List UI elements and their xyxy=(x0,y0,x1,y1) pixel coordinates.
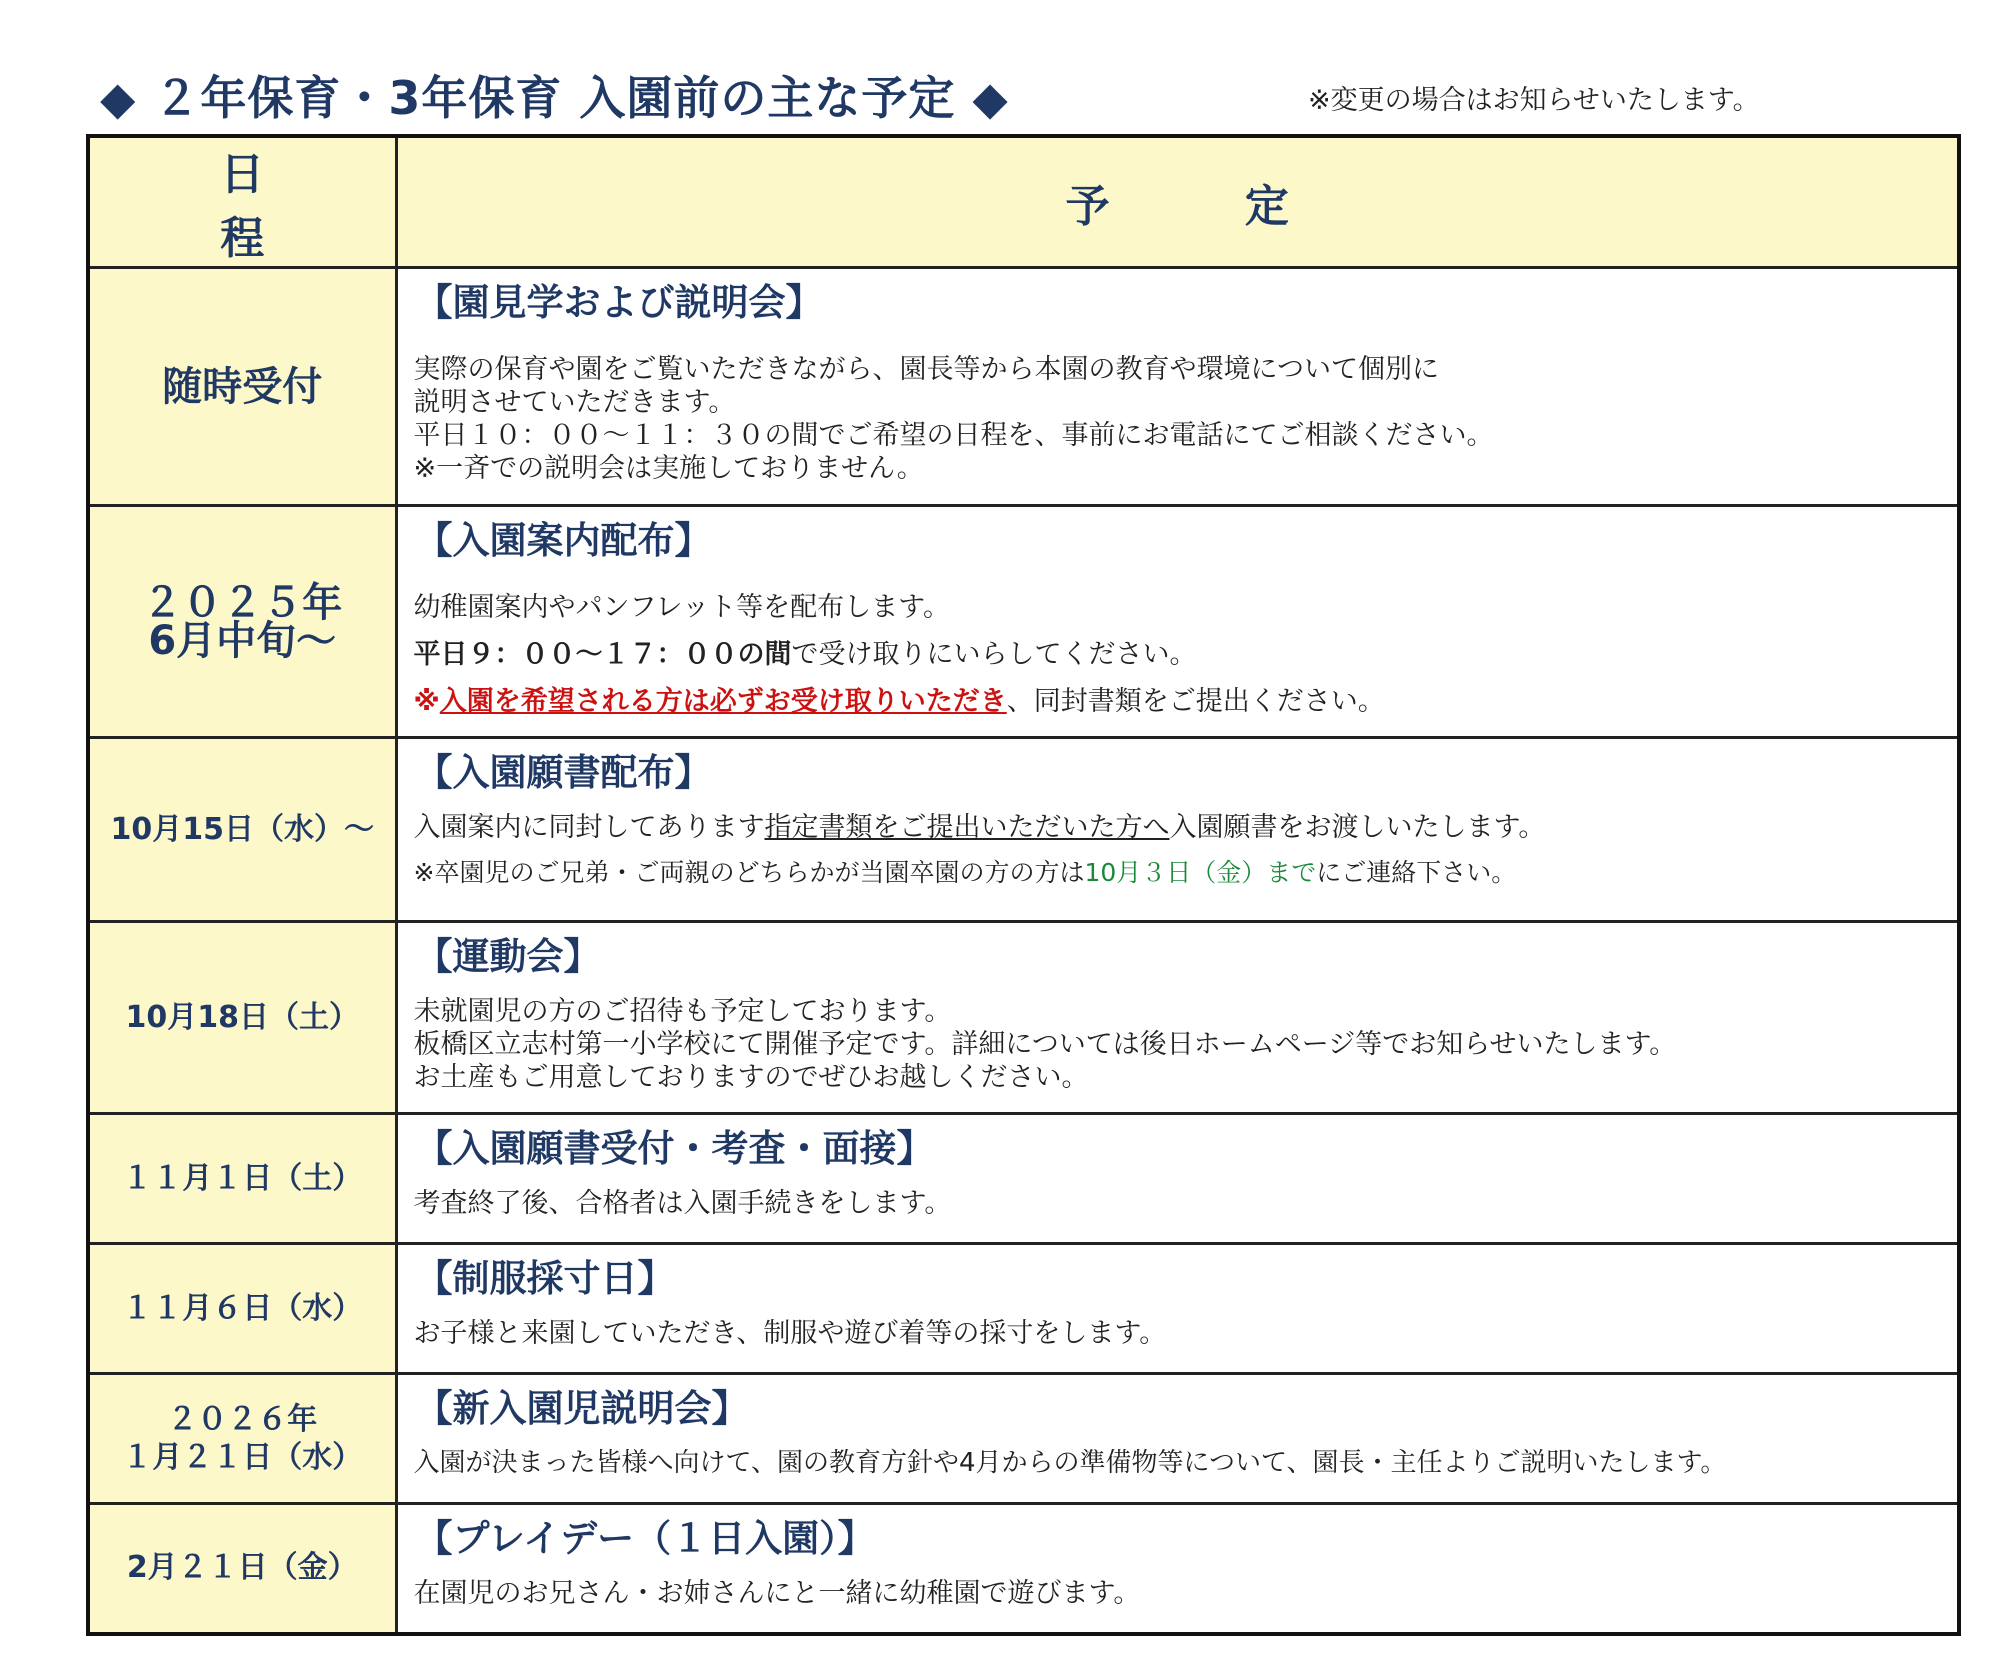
date-column-header: 日 程 xyxy=(88,136,396,268)
event-title: 【入園願書受付・考査・面接】 xyxy=(415,1127,934,1170)
date-line: １１月６日（水） xyxy=(122,1290,363,1326)
desc-text: で受け取りにいらしてください。 xyxy=(791,639,1197,670)
event-desc-line: 入園が決まった皆様へ向けて、園の教育方針や4月からの準備物等について、園長・主任よりご説明いたします。 xyxy=(413,1448,1727,1478)
event-desc-line: お子様と来園していただき、制服や遊び着等の採寸をします。 xyxy=(413,1318,1167,1349)
deadline-text: 10月３日（金）まで xyxy=(1084,858,1317,887)
desc-text: 入園願書をお渡しいたします。 xyxy=(1169,812,1546,843)
event-title: 【制服採寸日】 xyxy=(415,1257,675,1300)
row-date xyxy=(88,738,396,922)
event-title: 【入園案内配布】 xyxy=(415,519,712,562)
warning-mark: ※ xyxy=(413,686,440,717)
event-desc-line: 説明させていただきます。 xyxy=(413,387,736,418)
date-line: 10月15日（水）～ xyxy=(110,811,374,847)
row-plan xyxy=(396,1504,1959,1634)
date-line: １１月１日（土） xyxy=(122,1160,363,1196)
row-plan xyxy=(396,1244,1959,1374)
event-title: 【園見学および説明会】 xyxy=(415,281,823,324)
table-row xyxy=(88,738,1959,922)
table-row xyxy=(88,506,1959,738)
event-desc-line: 平日１０：００～１１：３０の間でご希望の日程を、事前にお電話にてご相談ください。 xyxy=(413,420,1494,451)
desc-text: 、同封書類をご提出ください。 xyxy=(1006,686,1385,717)
event-desc-line xyxy=(414,685,1944,718)
row-plan xyxy=(396,268,1959,506)
plan-column-header: 予 定 xyxy=(396,136,1959,268)
hours-emphasis: 平日９：００～１７：００の間 xyxy=(413,639,792,670)
event-title: 【プレイデー（１日入園）】 xyxy=(415,1517,875,1560)
row-plan xyxy=(396,738,1959,922)
date-line: １月２１日（水） xyxy=(122,1439,363,1475)
event-desc-line xyxy=(414,811,1944,844)
row-plan xyxy=(396,922,1959,1114)
change-note: ※変更の場合はお知らせいたします。 xyxy=(1308,85,1760,116)
row-plan xyxy=(396,506,1959,738)
event-desc-line: 考査終了後、合格者は入園手続きをします。 xyxy=(413,1188,952,1219)
event-desc-line: 在園児のお兄さん・お姉さんにと一緒に幼稚園で遊びます。 xyxy=(413,1578,1141,1609)
event-desc-line: 実際の保育や園をご覧いただきながら、園長等から本園の教育や環境について個別に xyxy=(413,354,1439,385)
event-desc-line: 幼稚園案内やパンフレット等を配布します。 xyxy=(413,592,950,623)
underlined-text: 指定書類をご提出いただいた方へ xyxy=(764,812,1170,843)
title-row xyxy=(100,62,1920,132)
row-date xyxy=(88,1374,396,1504)
date-line: 6月中旬～ xyxy=(148,617,337,664)
row-date xyxy=(88,1114,396,1244)
date-line: ２０２６年 xyxy=(167,1401,318,1437)
table-row xyxy=(88,1114,1959,1244)
table-row xyxy=(88,1504,1959,1634)
row-date xyxy=(88,922,396,1114)
date-line: 随時受付 xyxy=(162,363,323,410)
desc-text: ※卒園児のご兄弟・ご両親のどちらかが当園卒園の方の方は xyxy=(413,858,1085,887)
event-desc-line: お土産もご用意しておりますのでぜひお越しください。 xyxy=(413,1062,1089,1093)
warning-text: 入園を希望される方は必ずお受け取りいただき xyxy=(439,686,1007,717)
row-plan xyxy=(396,1374,1959,1504)
desc-text: 入園案内に同封してあります xyxy=(413,812,765,843)
date-line: 2月２１日（金） xyxy=(126,1550,358,1586)
date-line: ２０２５年 xyxy=(142,579,343,626)
row-plan xyxy=(396,1114,1959,1244)
event-desc-line: 板橋区立志村第一小学校にて開催予定です。詳細については後日ホームページ等でお知らせいたします。 xyxy=(413,1029,1677,1060)
event-desc-line: ※一斉での説明会は実施しておりません。 xyxy=(413,453,924,484)
event-title: 【新入園児説明会】 xyxy=(415,1387,749,1430)
table-row xyxy=(88,1374,1959,1504)
event-title: 【運動会】 xyxy=(415,935,601,978)
table-row xyxy=(88,922,1959,1114)
table-row xyxy=(88,268,1959,506)
row-date xyxy=(88,1504,396,1634)
date-line: 10月18日（土） xyxy=(125,999,359,1035)
page-title: ◆ ２年保育・3年保育 入園前の主な予定 ◆ xyxy=(100,71,1009,125)
desc-text: にご連絡下さい。 xyxy=(1316,858,1517,887)
row-date xyxy=(88,268,396,506)
event-desc-line xyxy=(414,638,1944,671)
event-desc-line xyxy=(414,856,1944,889)
event-desc-line: 未就園児の方のご招待も予定しております。 xyxy=(413,996,952,1027)
table-header-row xyxy=(88,136,1959,268)
row-date xyxy=(88,506,396,738)
event-title: 【入園願書配布】 xyxy=(415,751,712,794)
table-row xyxy=(88,1244,1959,1374)
schedule-table xyxy=(86,134,1961,1636)
row-date xyxy=(88,1244,396,1374)
